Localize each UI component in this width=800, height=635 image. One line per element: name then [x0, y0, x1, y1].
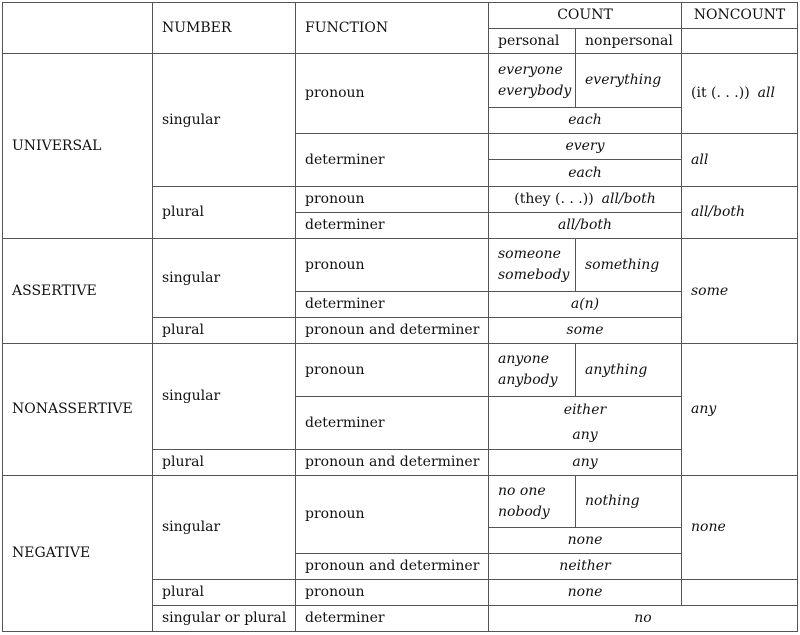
header-personal: personal — [489, 29, 576, 54]
negative-number-singular: singular — [153, 476, 296, 580]
header-noncount-blank — [682, 29, 798, 54]
universal-pl-noncount: all/both — [682, 187, 798, 239]
word-everybody: everybody — [498, 82, 572, 99]
assertive-pl-function: pronoun and determiner — [296, 318, 489, 344]
word-anybody: anybody — [498, 372, 558, 388]
universal-sg-det-count-each: each — [489, 160, 682, 187]
negative-sg-pd-count: neither — [489, 554, 682, 580]
word-any: any — [572, 427, 598, 443]
nonassertive-noncount: any — [682, 344, 798, 476]
nonassertive-number-singular: singular — [153, 344, 296, 450]
category-nonassertive: NONASSERTIVE — [2, 344, 153, 476]
assertive-pl-count: some — [489, 318, 682, 344]
nonassertive-sg-pron-personal — [489, 344, 576, 397]
assertive-noncount: some — [682, 239, 798, 344]
assertive-sg-function-determiner: determiner — [296, 292, 489, 318]
word-nobody: nobody — [498, 503, 550, 520]
universal-sg-pron-nonpersonal: everything — [576, 54, 682, 108]
universal-number-singular: singular — [153, 54, 296, 187]
negative-sg-pron-personal — [489, 476, 576, 528]
universal-pl-prefix: (they (. . .)) — [514, 191, 594, 208]
assertive-sg-pron-nonpersonal: something — [576, 239, 682, 292]
word-either: either — [563, 402, 607, 419]
nonassertive-sg-function-determiner: determiner — [296, 397, 489, 450]
nonassertive-sg-function-pronoun: pronoun — [296, 344, 489, 397]
negative-number-singular-or-plural: singular or plural — [153, 606, 296, 632]
assertive-sg-det-count: a(n) — [489, 292, 682, 318]
universal-sg-det-count-every: every — [489, 134, 682, 160]
universal-noncount-all: all — [757, 85, 775, 102]
negative-sg-function-pd: pronoun and determiner — [296, 554, 489, 580]
header-nonpersonal: nonpersonal — [576, 29, 682, 54]
word-everyone: everyone — [498, 61, 563, 78]
universal-sg-function-determiner: determiner — [296, 134, 489, 187]
category-universal: UNIVERSAL — [2, 54, 153, 239]
universal-pl-function-pronoun: pronoun — [296, 187, 489, 213]
negative-pl-function-pronoun: pronoun — [296, 580, 489, 606]
nonassertive-number-plural: plural — [153, 450, 296, 476]
universal-noncount-prefix: (it (. . .)) — [691, 85, 750, 102]
universal-sg-det-noncount: all — [682, 134, 798, 187]
universal-number-plural: plural — [153, 187, 296, 239]
word-somebody: somebody — [498, 267, 570, 283]
universal-sg-pron-count: each — [489, 108, 682, 134]
negative-pl-noncount-blank — [682, 580, 798, 606]
category-negative: NEGATIVE — [2, 476, 153, 632]
universal-sg-function-pronoun: pronoun — [296, 54, 489, 134]
negative-noncount: none — [682, 476, 798, 580]
assertive-sg-function-pronoun: pronoun — [296, 239, 489, 292]
assertive-number-singular: singular — [153, 239, 296, 318]
word-no-one: no one — [498, 482, 546, 499]
nonassertive-pl-count: any — [489, 450, 682, 476]
header-count: COUNT — [489, 2, 682, 29]
universal-pl-function-determiner: determiner — [296, 213, 489, 239]
nonassertive-sg-det-count — [489, 397, 682, 450]
assertive-sg-pron-personal — [489, 239, 576, 292]
header-corner — [2, 2, 153, 54]
negative-sg-function-pronoun: pronoun — [296, 476, 489, 554]
negative-sop-det-all: no — [489, 606, 798, 632]
negative-pl-pron-count: none — [489, 580, 682, 606]
word-someone: someone — [498, 246, 561, 263]
negative-sg-pron-nonpersonal: nothing — [576, 476, 682, 528]
nonassertive-sg-pron-nonpersonal: anything — [576, 344, 682, 397]
universal-sg-pron-noncount — [682, 54, 798, 134]
header-function: FUNCTION — [296, 2, 489, 54]
universal-pl-all-both: all/both — [601, 191, 656, 208]
header-number: NUMBER — [153, 2, 296, 54]
word-anyone: anyone — [498, 351, 550, 368]
universal-pl-det-count: all/both — [489, 213, 682, 239]
negative-sg-pron-count: none — [489, 528, 682, 554]
category-assertive: ASSERTIVE — [2, 239, 153, 344]
negative-sop-function-determiner: determiner — [296, 606, 489, 632]
negative-number-plural: plural — [153, 580, 296, 606]
nonassertive-pl-function: pronoun and determiner — [296, 450, 489, 476]
header-noncount: NONCOUNT — [682, 2, 798, 29]
universal-pl-pron-count — [489, 187, 682, 213]
universal-sg-pron-personal — [489, 54, 576, 108]
assertive-number-plural: plural — [153, 318, 296, 344]
